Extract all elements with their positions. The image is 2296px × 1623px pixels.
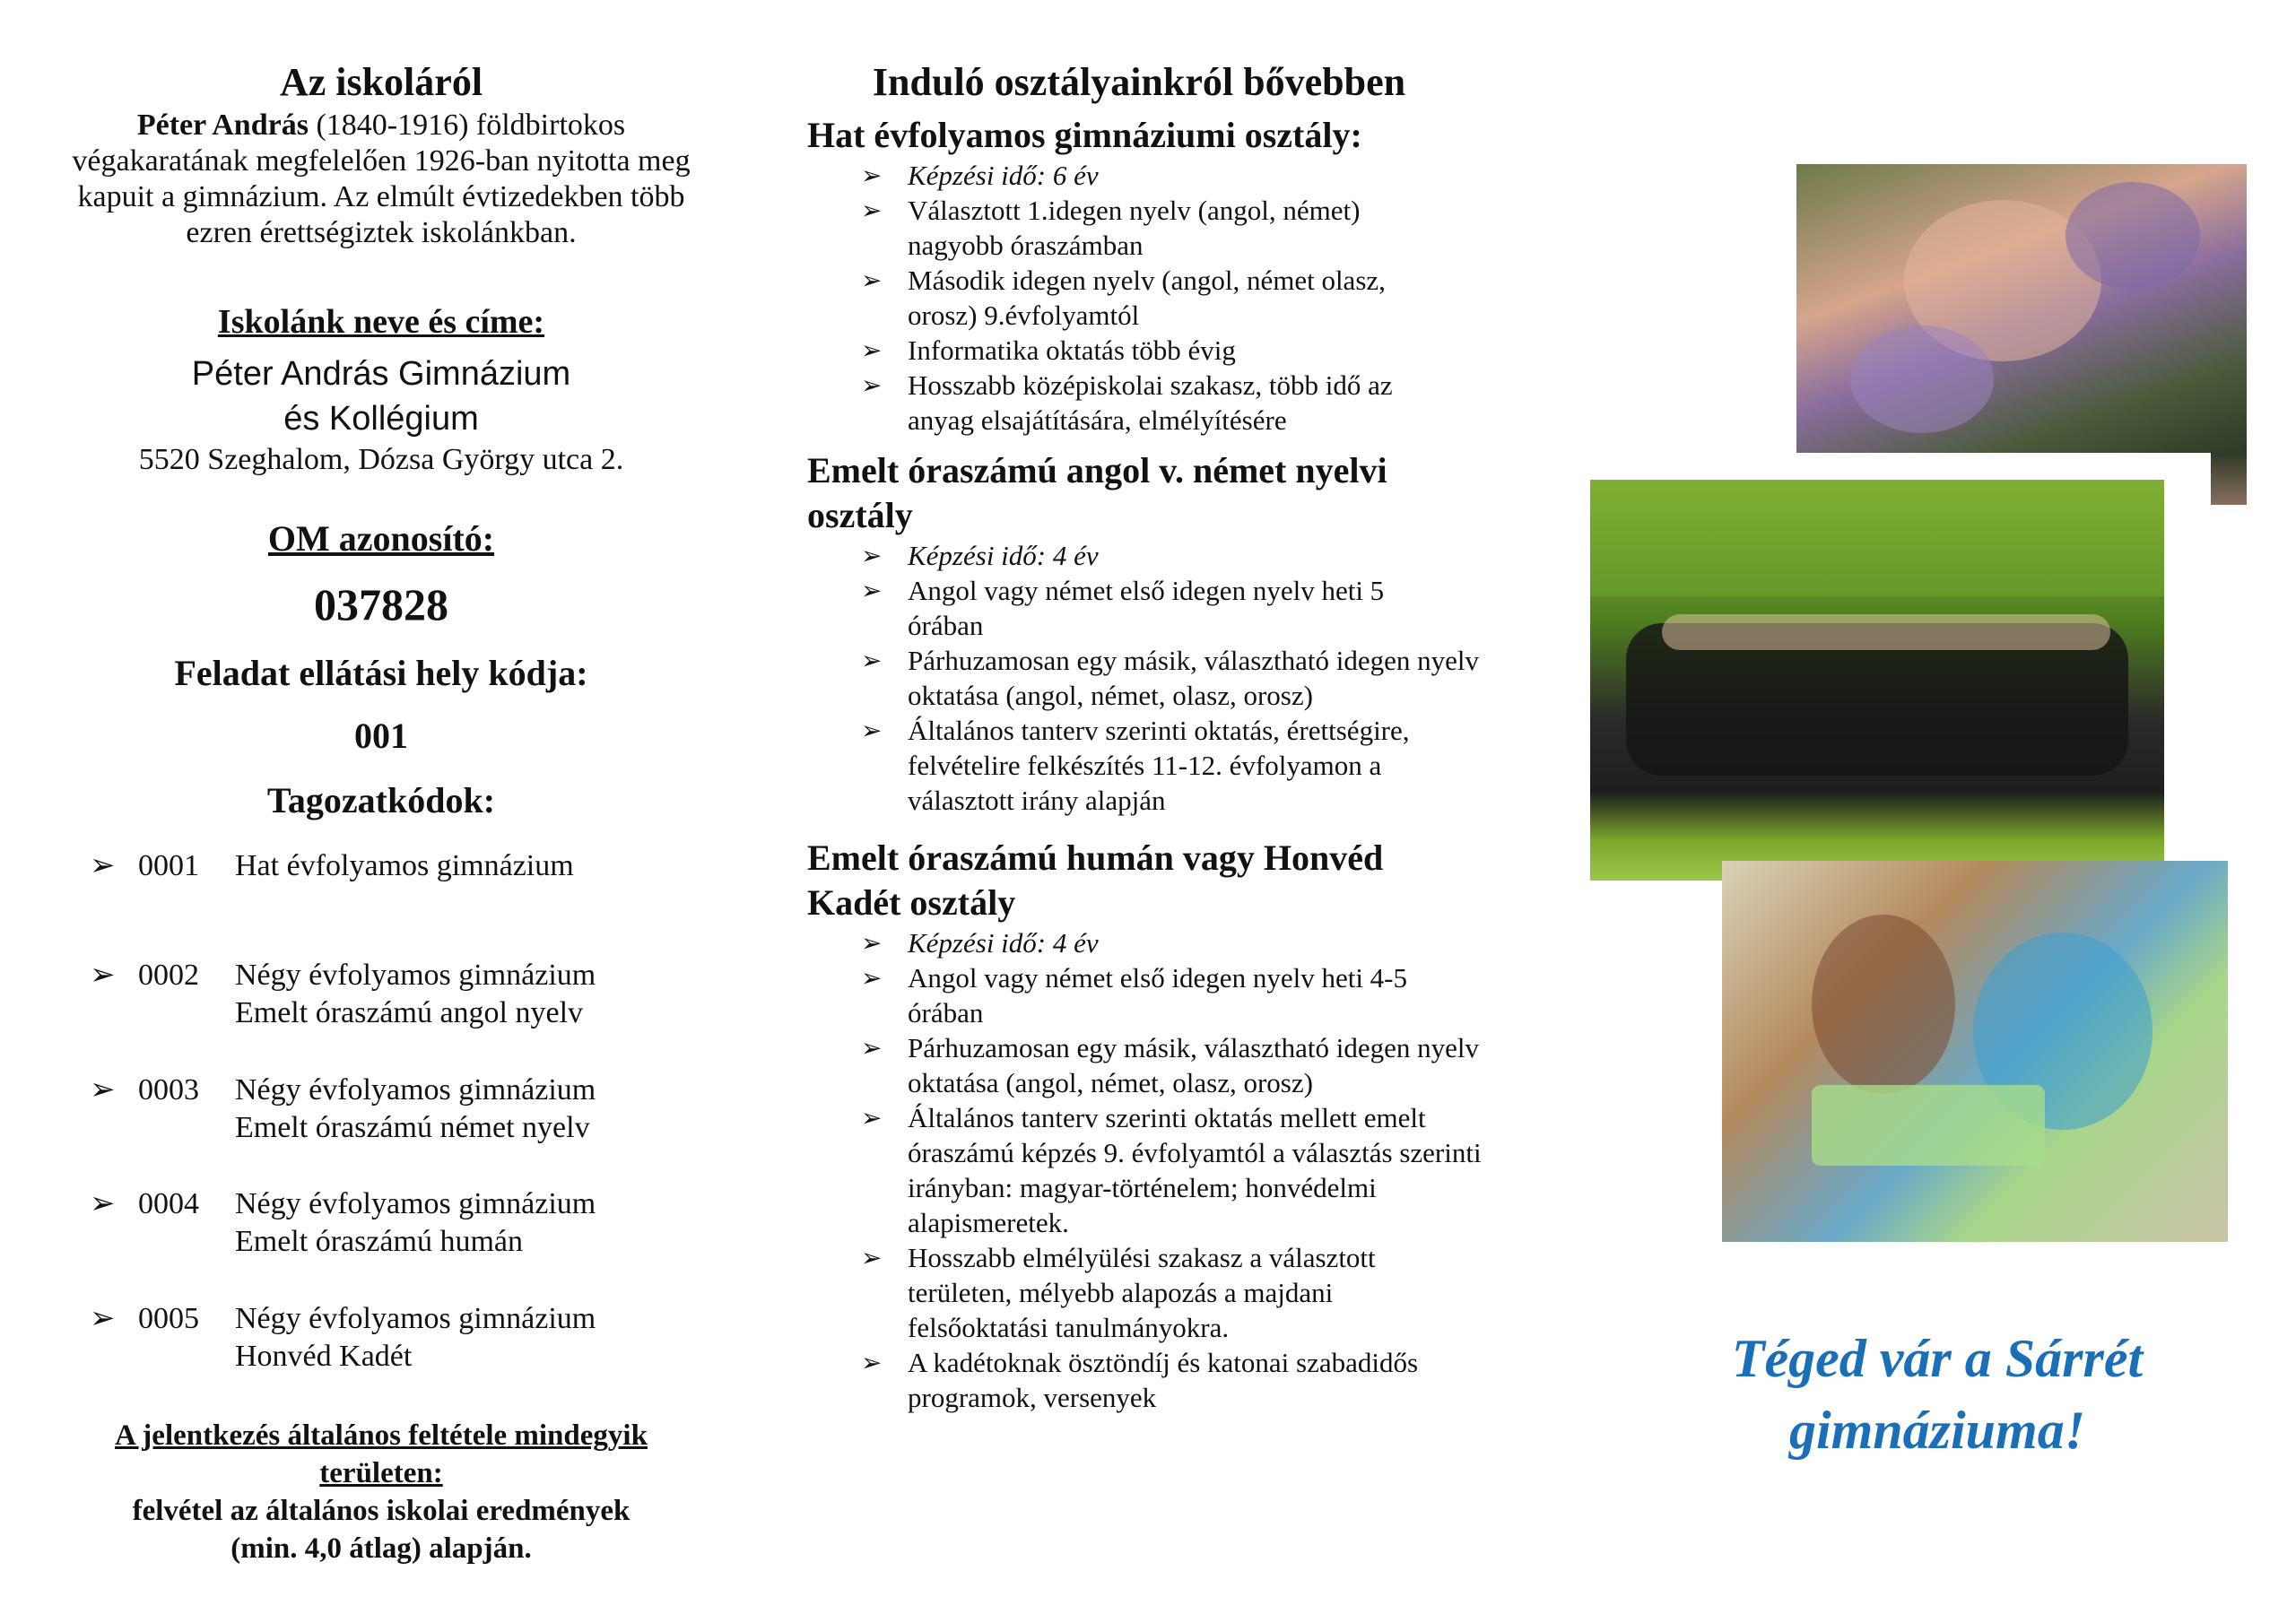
arrow-bullet-icon: ➢ xyxy=(90,1187,116,1220)
list-item: ➢ Angol vagy német első idegen nyelv heti 4-5 órában xyxy=(861,960,1464,1030)
school-name-line-1: Péter András Gimnázium xyxy=(191,355,571,393)
track-line-1: Négy évfolyamos gimnázium xyxy=(235,1187,596,1220)
list-item: ➢ Általános tanterv szerinti oktatás, érettségire, felvételire felkészítés 11-12. évfolyamon a választott irány alapján xyxy=(861,713,1482,818)
intro-line-3: kapuit a gimnázium. Az elmúlt évtizedekben több xyxy=(77,180,685,213)
list-item xyxy=(90,1300,665,1376)
classes-heading: Induló osztályainkról bővebben xyxy=(872,60,1406,104)
list-item: ➢ Párhuzamosan egy másik, választható idegen nyelv oktatása (angol, német, olasz, orosz) xyxy=(861,643,1482,713)
list-item: ➢ Hosszabb középiskolai szakasz, több idő az anyag elsajátítására, elmélyítésére xyxy=(861,368,1428,438)
section-language xyxy=(807,448,1489,818)
list-item: ➢ Angol vagy német első idegen nyelv heti 5 órában xyxy=(861,573,1446,643)
track-code: 0001 xyxy=(138,849,199,882)
graduation-class-photo xyxy=(1590,480,2164,881)
school-name-line-2: és Kollégium xyxy=(283,400,479,438)
admission-condition xyxy=(72,1417,691,1567)
track-code: 0005 xyxy=(138,1302,199,1335)
list-item: ➢ Választott 1.idegen nyelv (angol, német) nagyobb óraszámban xyxy=(861,193,1410,263)
list-item: ➢ Párhuzamosan egy másik, választható idegen nyelv oktatása (angol, német, olasz, orosz) xyxy=(861,1030,1482,1100)
condition-line-1: A jelentkezés általános feltétele mindegyik xyxy=(115,1419,648,1452)
section-title: Emelt óraszámú angol v. német nyelvi osztály xyxy=(807,450,1387,535)
list-item xyxy=(90,957,665,1032)
list-item xyxy=(90,1185,665,1261)
list-item: ➢ Képzési idő: 4 év xyxy=(861,925,1489,960)
track-line-2: Emelt óraszámú humán xyxy=(235,1225,524,1258)
track-description xyxy=(235,1300,665,1376)
slogan xyxy=(1650,1323,2224,1466)
track-code: 0003 xyxy=(138,1073,199,1107)
track-line-2: Honvéd Kadét xyxy=(235,1340,413,1373)
list-item: ➢ Informatika oktatás több évig xyxy=(861,333,1489,368)
arrow-bullet-icon: ➢ xyxy=(90,959,116,992)
middle-column xyxy=(807,0,1489,1415)
intro-line-4: ezren érettségiztek iskolánkban. xyxy=(186,216,577,249)
condition-line-2: területen: xyxy=(319,1457,443,1489)
hands-photo-edge xyxy=(2211,453,2247,505)
list-item xyxy=(90,847,665,885)
section-six-year xyxy=(807,113,1489,438)
hands-together-photo xyxy=(1796,164,2247,453)
list-item: ➢ Általános tanterv szerinti oktatás mellett emelt óraszámú képzés 9. évfolyamtól a választás szerinti irányban: magyar-történelem; honvédelmi alapismeretek. xyxy=(861,1100,1482,1240)
track-line-2: Emelt óraszámú angol nyelv xyxy=(235,996,584,1029)
condition-line-4: (min. 4,0 átlag) alapján. xyxy=(230,1532,532,1565)
school-heading: Iskolánk neve és címe: xyxy=(217,303,545,341)
track-code: 0004 xyxy=(138,1187,199,1220)
section-list xyxy=(807,158,1489,438)
slogan-line-2: gimnáziuma! xyxy=(1788,1401,2086,1460)
track-line-1: Négy évfolyamos gimnázium xyxy=(235,1302,596,1335)
intro-line-1: (1840-1916) földbirtokos xyxy=(308,108,626,142)
section-title: Emelt óraszámú humán vagy Honvéd Kadét osztály xyxy=(807,838,1384,923)
intro-text xyxy=(72,108,691,251)
track-description xyxy=(235,847,665,885)
section-list xyxy=(807,538,1489,818)
track-description xyxy=(235,1072,665,1147)
arrow-bullet-icon: ➢ xyxy=(90,1073,116,1107)
section-title: Hat évfolyamos gimnáziumi osztály: xyxy=(807,115,1362,155)
track-codes-heading: Tagozatkódok: xyxy=(266,780,496,820)
list-item: ➢ Képzési idő: 4 év xyxy=(861,538,1489,573)
om-value: 037828 xyxy=(314,579,448,629)
track-description xyxy=(235,1185,665,1261)
list-item: ➢ Képzési idő: 6 év xyxy=(861,158,1489,193)
arrow-bullet-icon: ➢ xyxy=(90,1302,116,1335)
school-name xyxy=(72,352,691,441)
track-line-1: Hat évfolyamos gimnázium xyxy=(235,849,574,882)
condition-line-3: felvétel az általános iskolai eredmények xyxy=(132,1495,631,1527)
list-item: ➢ Hosszabb elmélyülési szakasz a választott területen, mélyebb alapozás a majdani felsőoktatási tanulmányokra. xyxy=(861,1240,1446,1345)
science-lab-photo xyxy=(1722,861,2228,1242)
track-line-2: Emelt óraszámú német nyelv xyxy=(235,1111,590,1144)
list-item: ➢ Második idegen nyelv (angol, német olasz, orosz) 9.évfolyamtól xyxy=(861,263,1446,333)
arrow-bullet-icon: ➢ xyxy=(90,849,116,882)
left-column xyxy=(72,0,691,823)
slogan-line-1: Téged vár a Sárrét xyxy=(1731,1329,2144,1388)
track-line-1: Négy évfolyamos gimnázium xyxy=(235,1073,596,1107)
section-list xyxy=(807,925,1489,1415)
track-line-1: Négy évfolyamos gimnázium xyxy=(235,959,596,992)
track-description xyxy=(235,957,665,1032)
intro-line-2: végakaratának megfelelően 1926-ban nyitotta meg xyxy=(72,144,691,178)
founder-name: Péter András xyxy=(136,108,309,142)
school-address: 5520 Szeghalom, Dózsa György utca 2. xyxy=(138,443,624,476)
section-humanities-cadet xyxy=(807,836,1489,1415)
track-code: 0002 xyxy=(138,959,199,992)
list-item xyxy=(90,1072,665,1147)
list-item: ➢ A kadétoknak ösztöndíj és katonai szabadidős programok, versenyek xyxy=(861,1345,1482,1415)
site-code-heading: Feladat ellátási hely kódja: xyxy=(174,653,588,693)
om-heading: OM azonosító: xyxy=(267,518,495,559)
about-heading: Az iskoláról xyxy=(279,60,483,104)
site-code-value: 001 xyxy=(354,716,408,756)
